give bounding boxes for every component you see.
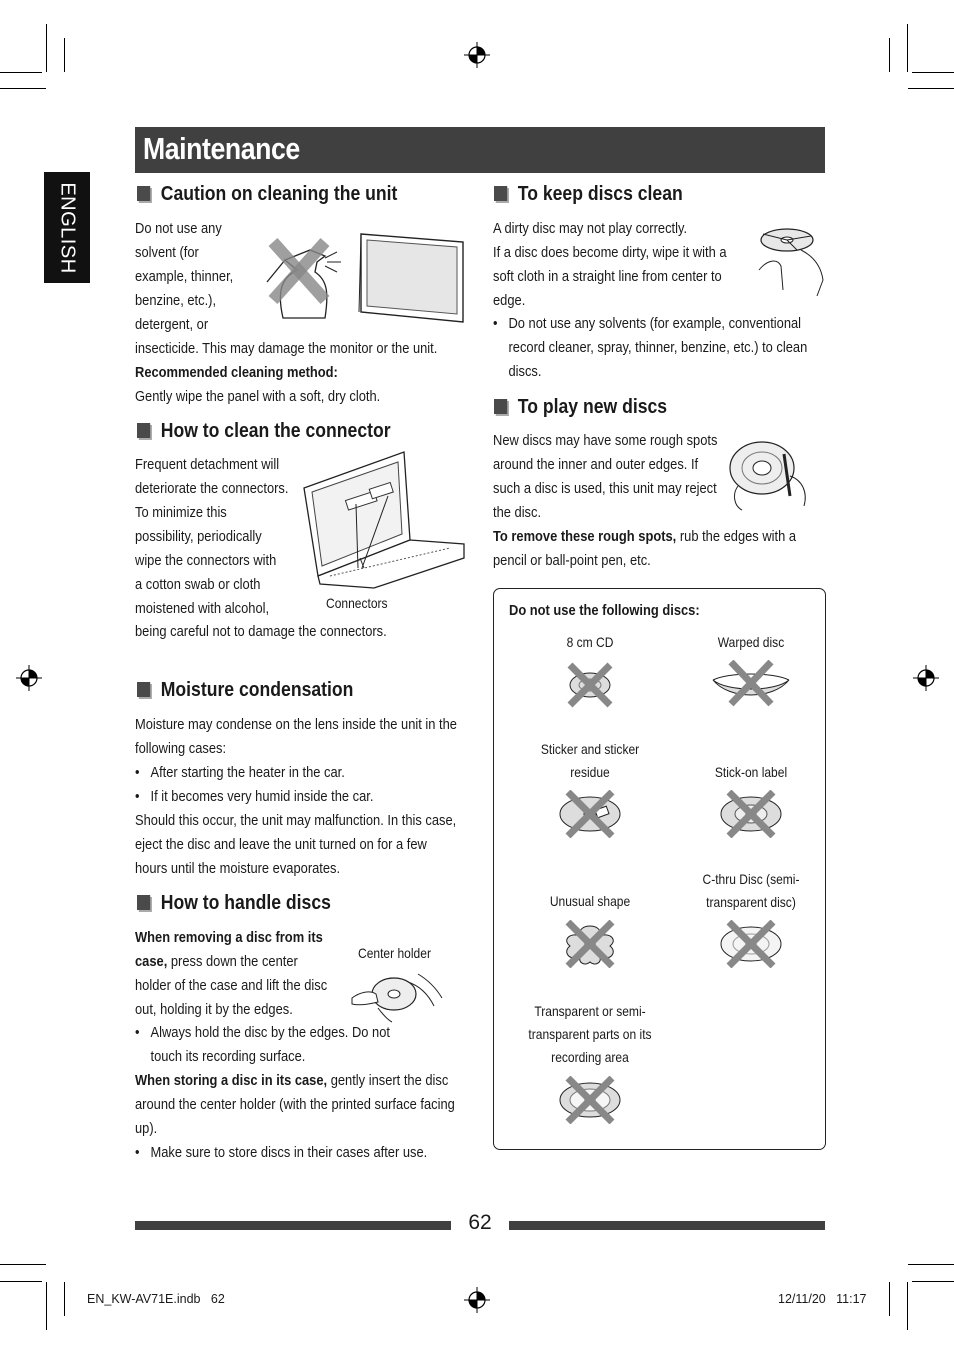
handle-body: • Always hold the disc by the edges. Do not touch its recording surface. When storing a disc in its case, gently insert the disc around the center holder (with the printed surface facing up). • Make sure to store discs in their cases after use. [135, 1021, 462, 1165]
crop-mark [907, 24, 908, 72]
disc-label-sticker: Sticker and sticker residue [540, 741, 640, 780]
pencil-disc-illustration [726, 436, 812, 514]
disc-label-cthru: C-thru Disc (semi- transparent disc) [702, 871, 800, 910]
crop-mark [889, 1282, 890, 1316]
footer-file: EN_KW-AV71E.indb 62 [87, 1292, 225, 1306]
caution-body-narrow: Do not use any solvent (for example, thinner, benzine, etc.), detergent, or [135, 220, 234, 333]
crop-mark [889, 38, 890, 72]
language-tab-label: ENGLISH [56, 181, 79, 274]
page-number-bar-left [135, 1221, 451, 1230]
section-heading-caution: Caution on cleaning the unit [137, 183, 397, 206]
section-heading-handle: How to handle discs [137, 892, 331, 915]
moisture-bullet: • If it becomes very humid inside the car. [135, 785, 462, 809]
registration-mark-icon [15, 664, 43, 692]
handle-remove-text: When removing a disc from its case, press down the center holder of the case and lift the disc out, holding it by the edges. [135, 929, 328, 1018]
page-number-bar-right [509, 1221, 825, 1230]
registration-mark-icon [463, 41, 491, 69]
connector-body-wide: being careful not to damage the connectors. [135, 623, 387, 640]
new-discs-body: New discs may have some rough spots around the inner and outer edges. If such a disc is used, this unit may reject the disc. [493, 432, 718, 521]
connectors-figure-label: Connectors [326, 595, 388, 611]
handle-bullet: • Always hold the disc by the edges. Do not touch its recording surface. [135, 1021, 400, 1069]
crop-mark [907, 1282, 908, 1330]
keep-clean-bullet: • Do not use any solvents (for example, conventional record cleaner, spray, thinner, benzine, etc.) to clean discs. [493, 312, 824, 384]
keep-clean-body: A dirty disc may not play correctly. If a disc does become dirty, wipe it with a soft cloth in a straight line from center to edge. [493, 220, 727, 309]
footer-date: 12/11/20 11:17 [778, 1292, 867, 1306]
section-heading-keep-clean: To keep discs clean [494, 183, 683, 206]
crop-mark [46, 24, 47, 72]
section-heading-new-discs: To play new discs [494, 396, 667, 419]
label-disc-x-icon [719, 790, 783, 838]
crop-mark [908, 88, 954, 89]
page-number: 62 [468, 1211, 492, 1234]
crop-mark [912, 1281, 954, 1282]
crop-mark [908, 1264, 954, 1265]
transparent-disc-x-icon [558, 1076, 622, 1124]
disc-label-transparent: Transparent or semi- transparent parts on its recording area [528, 1003, 652, 1065]
language-tab [44, 172, 90, 283]
warped-disc-x-icon [709, 660, 793, 708]
crop-mark [64, 38, 65, 72]
section-heading-connector: How to clean the connector [137, 420, 391, 443]
handle-bullet: • Make sure to store discs in their cases after use. [135, 1141, 462, 1165]
registration-mark-icon [463, 1286, 491, 1314]
crop-mark [0, 1281, 42, 1282]
disc-label-stick-on: Stick-on label [714, 764, 788, 780]
wipe-disc-illustration [757, 220, 827, 300]
cthru-disc-x-icon [719, 920, 783, 968]
disc-label-unusual: Unusual shape [549, 893, 631, 909]
page-title-bar [135, 127, 825, 173]
flower-disc-x-icon [560, 920, 620, 968]
spray-monitor-illustration [255, 222, 467, 330]
unit-connector-illustration [300, 448, 466, 590]
crop-mark [64, 1282, 65, 1316]
crop-mark [0, 1264, 46, 1265]
center-holder-label: Center holder [358, 945, 431, 961]
sticker-disc-x-icon [558, 790, 622, 838]
disc-label-8cm: 8 cm CD [566, 634, 614, 650]
new-discs-remove: To remove these rough spots, rub the edges with a pencil or ball-point pen, etc. [493, 528, 797, 569]
moisture-body: Moisture may condense on the lens inside the unit in the following cases: • After starting the heater in the car. • If it becomes very humid inside the car. Should this occur, the unit may malfunction. In this case, eject the disc and leave the unit turned on for a few hours until the moisture evaporates. [135, 713, 462, 881]
disc-label-warped: Warped disc [717, 634, 785, 650]
registration-mark-icon [912, 664, 940, 692]
caution-body-wide: insecticide. This may damage the monitor or the unit. Recommended cleaning method: Gently wipe the panel with a soft, dry cloth. [135, 340, 438, 405]
crop-mark [0, 88, 46, 89]
connector-body-narrow: Frequent detachment will deteriorate the connectors. To minimize this possibility, periodically wipe the connectors with a cotton swab or cloth moistened with alcohol, [135, 456, 289, 617]
moisture-bullet: • After starting the heater in the car. [135, 761, 462, 785]
crop-mark [912, 72, 954, 73]
disc-case-illustration [348, 964, 446, 1024]
section-heading-moisture: Moisture condensation [137, 679, 353, 702]
small-disc-x-icon [565, 662, 615, 708]
crop-mark [0, 72, 42, 73]
crop-mark [46, 1282, 47, 1330]
do-not-use-title: Do not use the following discs: [509, 602, 700, 619]
page-title: Maintenance [143, 131, 300, 166]
